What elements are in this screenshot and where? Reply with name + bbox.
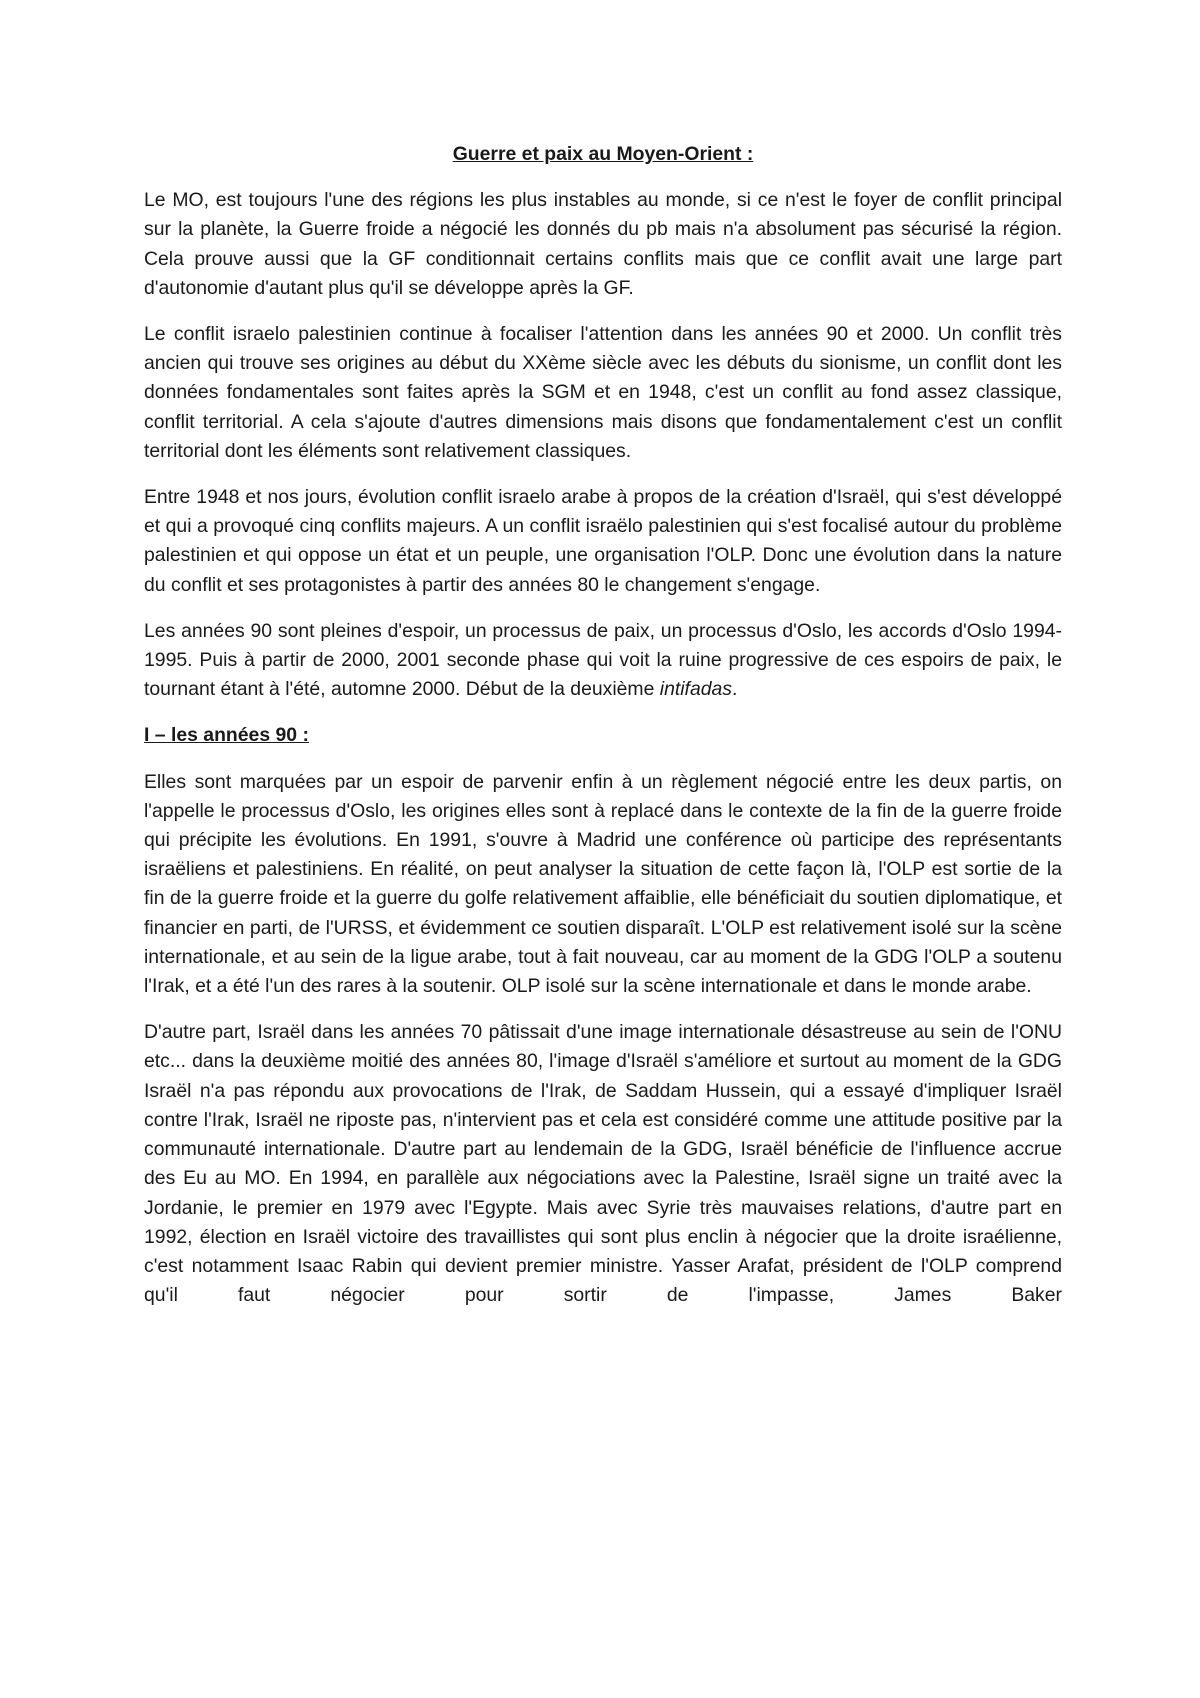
document-body <box>144 140 1062 1310</box>
paragraph-section-2: D'autre part, Israël dans les années 70 pâtissait d'une image internationale désastreuse au sein de l'ONU etc... dans la deuxième moitié des années 80, l'image d'Israël s'améliore et surtout au moment de la GDG Israël n'a pas répondu aux provocations de l'Irak, de Saddam Hussein, qui a essayé d'impliquer Israël contre l'Irak, Israël ne riposte pas, n'intervient pas et cela est considéré comme une attitude positive par la communauté internationale. D'autre part au lendemain de la GDG, Israël bénéficie de l'influence accrue des Eu au MO. En 1994, en parallèle aux négociations avec la Palestine, Israël signe un traité avec la Jordanie, le premier en 1979 avec l'Egypte. Mais avec Syrie très mauvaises relations, d'autre part en 1992, élection en Israël victoire des travaillistes qui sont plus enclin à négocier que la droite israélienne, c'est notamment Isaac Rabin qui devient premier ministre. Yasser Arafat, président de l'OLP comprend qu'il faut négocier pour sortir de l'impasse, James Baker <box>144 1021 1062 1307</box>
paragraph-section-1: Elles sont marquées par un espoir de parvenir enfin à un règlement négocié entre les deux partis, on l'appelle le processus d'Oslo, les origines elles sont à replacé dans le contexte de la fin de la guerre froide qui précipite les évolutions. En 1991, s'ouvre à Madrid une conférence où participe des représentants israëliens et palestiniens. En réalité, on peut analyser la situation de cette façon là, l'OLP est sortie de la fin de la guerre froide et la guerre du golfe relativement affaiblie, elle bénéficiait du soutien diplomatique, et financier en parti, de l'URSS, et évidemment ce soutien disparaît. L'OLP est relativement isolé sur la scène internationale, et au sein de la ligue arabe, tout à fait nouveau, car au moment de la GDG l'OLP a soutenu l'Irak, et a été l'un des rares à la soutenir. OLP isolé sur la scène internationale et dans le monde arabe. <box>144 770 1062 998</box>
document-title: Guerre et paix au Moyen-Orient : <box>452 143 754 165</box>
paragraph-intro-1: Le MO, est toujours l'une des régions les plus instables au monde, si ce n'est le foyer de conflit principal sur la planète, la Guerre froide a négocié les donnés du pb mais n'a absolument pas sécurisé la région. Cela prouve aussi que la GF conditionnait certains conflits mais que ce conflit avait une large part d'autonomie d'autant plus qu'il se développe après la GF. <box>144 189 1062 299</box>
paragraph-intro-3: Entre 1948 et nos jours, évolution conflit israelo arabe à propos de la création d'Israël, qui s'est développé et qui a provoqué cinq conflits majeurs. A un conflit israëlo palestinien qui s'est focalisé autour du problème palestinien et qui oppose un état et un peuple, une organisation l'OLP. Donc une évolution dans la nature du conflit et ses protagonistes à partir des années 80 le changement s'engage. <box>144 486 1062 596</box>
paragraph-oslo <box>144 617 1062 705</box>
intifadas-term: intifadas <box>659 678 732 701</box>
paragraph-oslo-text: Les années 90 sont pleines d'espoir, un processus de paix, un processus d'Oslo, les accords d'Oslo 1994-1995. Puis à partir de 2000, 2001 seconde phase qui voit la ruine progressive de ces espoirs de paix, le tournant étant à l'été, automne 2000. Début de la deuxième <box>144 619 1062 701</box>
section-heading-1: I – les années 90 : <box>144 724 309 747</box>
paragraph-intro-2: Le conflit israelo palestinien continue à focaliser l'attention dans les années 90 et 2000. Un conflit très ancien qui trouve ses origines au début du XXème siècle avec les débuts du sionisme, un conflit dont les données fondamentales sont faites après la SGM et en 1948, c'est un conflit au fond assez classique, conflit territorial. A cela s'ajoute d'autres dimensions mais disons que fondamentalement c'est un conflit territorial dont les éléments sont relativement classiques. <box>144 323 1062 462</box>
paragraph-oslo-end: . <box>732 678 738 701</box>
